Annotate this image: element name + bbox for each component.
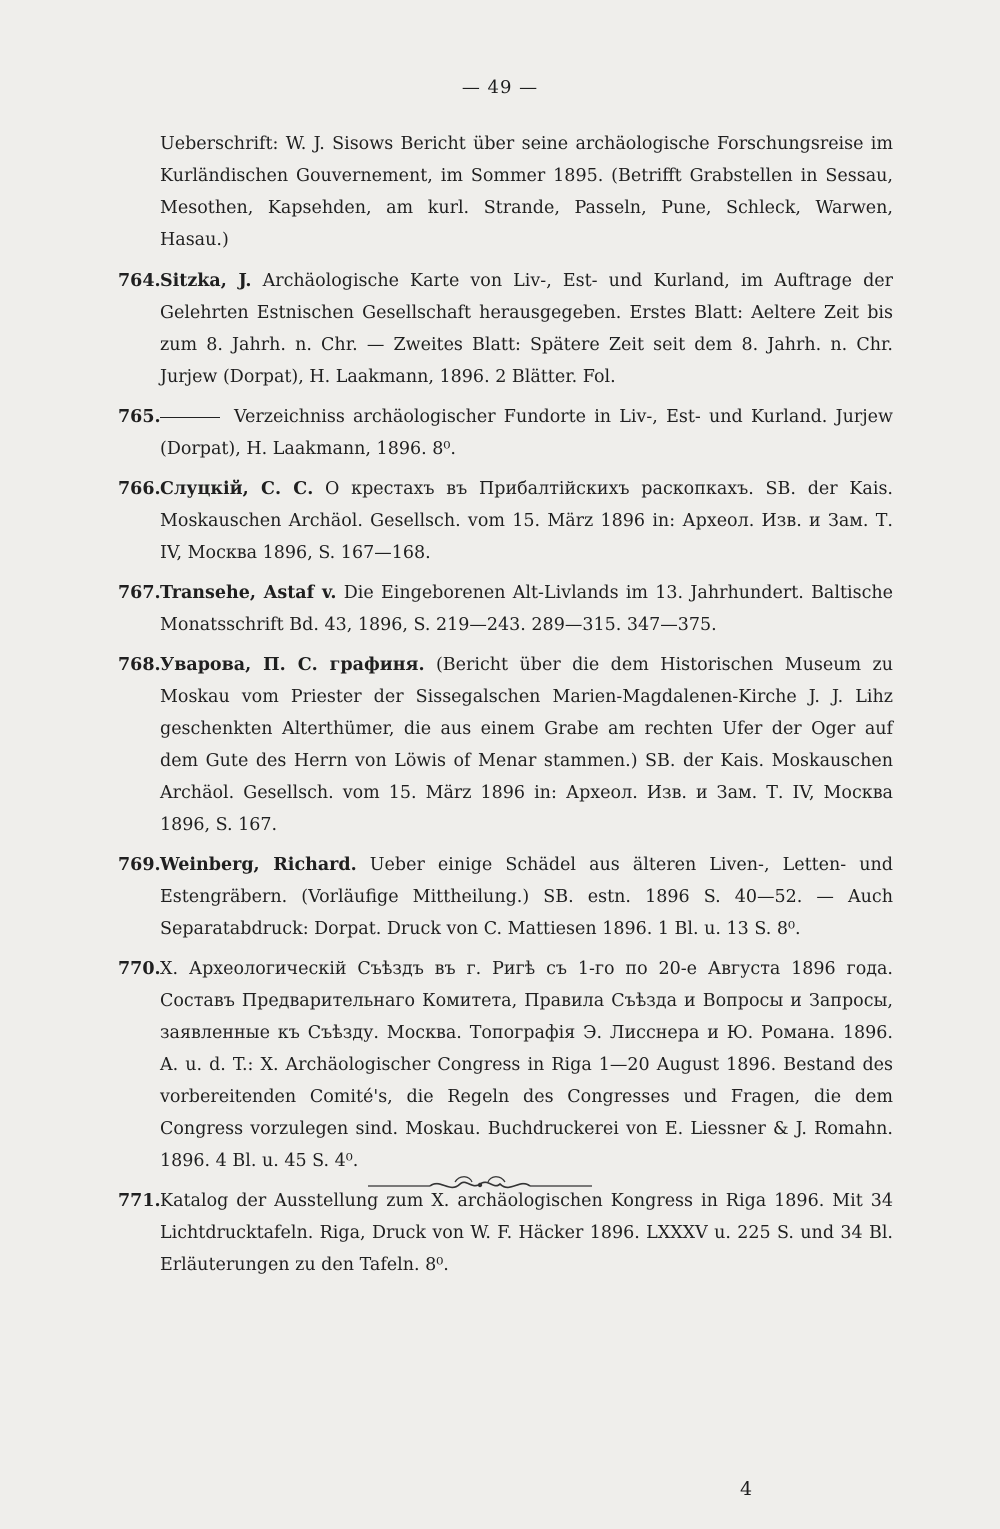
entry-number: 765. <box>118 407 161 427</box>
entry-text: О крестахъ въ Прибалтійскихъ раскопкахъ. SB. der Kais. Moskauschen Archäol. Gesellsch. vom 15. März 1896 in: Археол. Изв. и Зам. Т. IV, Москва 1896, S. 167—168. <box>160 479 893 563</box>
entry-764 <box>118 265 893 393</box>
entry-number: 766. <box>118 479 161 499</box>
entry-767 <box>118 577 893 641</box>
entry-number: 769. <box>118 855 161 875</box>
entry-author: Sitzka, J. <box>160 271 252 291</box>
bibliography-list <box>118 128 893 1289</box>
entry-769 <box>118 849 893 945</box>
entry-text: Ueber einige Schädel aus älteren Liven-, Letten- und Estengräbern. (Vorläufige Mittheilung.) SB. estn. 1896 S. 40—52. — Auch Separatabdruck: Dorpat. Druck von C. Mattiesen 1896. 1 Bl. u. 13 S. 8⁰. <box>160 855 893 939</box>
entry-765 <box>118 401 893 465</box>
entry-text: Verzeichniss archäologischer Fundorte in Liv-, Est- und Kurland. Jurjew (Dorpat), H. Laakmann, 1896. 8⁰. <box>160 407 893 459</box>
entry-author: Weinberg, Richard. <box>160 855 357 875</box>
entry-766 <box>118 473 893 569</box>
intro-text: Ueberschrift: W. J. Sisows Bericht über seine archäologische Forschungsreise im Kurländischen Gouvernement, im Sommer 1895. (Betrifft Grabstellen in Sessau, Mesothen, Kapsehden, am kurl. Strande, Passeln, Pune, Schleck, Warwen, Hasau.) <box>160 134 893 250</box>
page-footer: 4 <box>740 1478 753 1500</box>
entry-770 <box>118 953 893 1177</box>
entry-number: 764. <box>118 271 161 291</box>
entry-text: Die Eingeborenen Alt-Livlands im 13. Jahrhundert. Baltische Monatsschrift Bd. 43, 1896, S. 219—243. 289—315. 347—375. <box>160 583 893 635</box>
entry-text: (Bericht über die dem Historischen Museum zu Moskau vom Priester der Sissegalschen Marien-Magdalenen-Kirche J. J. Lihz geschenkten Alterthümer, die aus einem Grabe am rechten Ufer der Oger auf dem Gute des Herrn von Löwis of Menar stammen.) SB. der Kais. Moskauschen Archäol. Gesellsch. vom 15. März 1896 in: Археол. Изв. и Зам. Т. IV, Москва 1896, S. 167. <box>160 655 893 835</box>
entry-number: 770. <box>118 959 161 979</box>
entry-text: X. Археологическій Съѣздъ въ г. Ригѣ съ 1-го по 20-е Августа 1896 года. Составъ Предварительнаго Комитета, Правила Съѣзда и Вопросы и Запросы, заявленные къ Съѣзду. Москва. Топографія Э. Лисснера и Ю. Романа. 1896. A. u. d. T.: X. Archäologischer Congress in Riga 1—20 August 1896. Bestand des vorbereitenden Comité's, die Regeln des Congresses und Fragen, die dem Congress vorzulegen sind. Moskau. Buchdruckerei von E. Liessner & J. Romahn. 1896. 4 Bl. u. 45 S. 4⁰. <box>160 959 893 1171</box>
entry-number: 771. <box>118 1191 161 1211</box>
entry-text: Archäologische Karte von Liv-, Est- und Kurland, im Auftrage der Gelehrten Estnischen Gesellschaft herausgegeben. Erstes Blatt: Aeltere Zeit bis zum 8. Jahrh. n. Chr. — Zweites Blatt: Spätere Zeit seit dem 8. Jahrh. n. Chr. Jurjew (Dorpat), H. Laakmann, 1896. 2 Blätter. Fol. <box>160 271 893 387</box>
entry-768 <box>118 649 893 841</box>
entry-number: 767. <box>118 583 161 603</box>
intro-continuation <box>118 128 893 256</box>
ditto-dash <box>160 417 220 418</box>
entry-author: Transehe, Astaf v. <box>160 583 337 603</box>
entry-author: Уварова, П. С. графиня. <box>160 655 425 675</box>
page-header: — 49 — <box>461 77 539 98</box>
entry-number: 768. <box>118 655 161 675</box>
ornament-divider-icon <box>360 1168 600 1200</box>
entry-author: Слуцкій, С. С. <box>160 479 314 499</box>
entry-text: Katalog der Ausstellung zum X. archäologischen Kongress in Riga 1896. Mit 34 Lichtdrucktafeln. Riga, Druck von W. F. Häcker 1896. LXXXV u. 225 S. und 34 Bl. Erläuterungen zu den Tafeln. 8⁰. <box>160 1191 893 1275</box>
